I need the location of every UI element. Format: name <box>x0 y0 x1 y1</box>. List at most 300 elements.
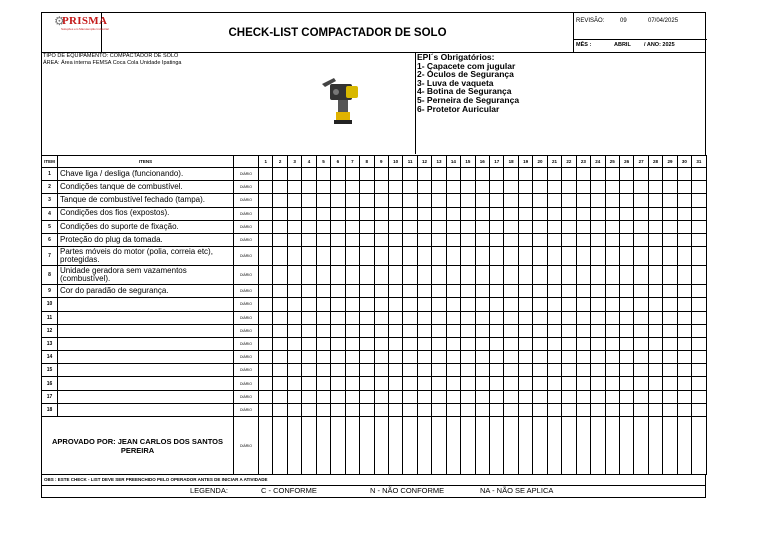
day-check-cell[interactable] <box>259 298 273 311</box>
day-check-cell[interactable] <box>504 403 518 416</box>
day-check-cell[interactable] <box>432 220 446 233</box>
day-check-cell[interactable] <box>273 337 287 350</box>
day-check-cell[interactable] <box>374 181 388 194</box>
day-check-cell[interactable] <box>360 266 374 285</box>
day-check-cell[interactable] <box>576 324 590 337</box>
day-check-cell[interactable] <box>432 390 446 403</box>
day-check-cell[interactable] <box>446 390 460 403</box>
day-check-cell[interactable] <box>562 266 576 285</box>
day-check-cell[interactable] <box>316 285 330 298</box>
day-check-cell[interactable] <box>388 285 402 298</box>
day-check-cell[interactable] <box>591 324 605 337</box>
day-check-cell[interactable] <box>490 168 504 181</box>
day-check-cell[interactable] <box>619 298 633 311</box>
day-check-cell[interactable] <box>533 168 547 181</box>
day-check-cell[interactable] <box>648 285 662 298</box>
day-check-cell[interactable] <box>259 390 273 403</box>
approval-signature-cell[interactable] <box>331 417 345 475</box>
day-check-cell[interactable] <box>388 181 402 194</box>
day-check-cell[interactable] <box>677 194 691 207</box>
day-check-cell[interactable] <box>259 194 273 207</box>
day-check-cell[interactable] <box>533 390 547 403</box>
day-check-cell[interactable] <box>692 403 706 416</box>
day-check-cell[interactable] <box>475 266 489 285</box>
day-check-cell[interactable] <box>461 298 475 311</box>
day-check-cell[interactable] <box>417 285 431 298</box>
day-check-cell[interactable] <box>417 364 431 377</box>
day-check-cell[interactable] <box>692 285 706 298</box>
day-check-cell[interactable] <box>518 233 532 246</box>
day-check-cell[interactable] <box>374 247 388 266</box>
day-check-cell[interactable] <box>663 247 677 266</box>
day-check-cell[interactable] <box>648 351 662 364</box>
day-check-cell[interactable] <box>417 351 431 364</box>
day-check-cell[interactable] <box>461 285 475 298</box>
day-check-cell[interactable] <box>287 181 301 194</box>
day-check-cell[interactable] <box>360 233 374 246</box>
day-check-cell[interactable] <box>475 285 489 298</box>
day-check-cell[interactable] <box>619 181 633 194</box>
day-check-cell[interactable] <box>259 207 273 220</box>
day-check-cell[interactable] <box>316 266 330 285</box>
day-check-cell[interactable] <box>605 266 619 285</box>
day-check-cell[interactable] <box>360 337 374 350</box>
day-check-cell[interactable] <box>273 266 287 285</box>
day-check-cell[interactable] <box>302 337 316 350</box>
day-check-cell[interactable] <box>446 351 460 364</box>
day-check-cell[interactable] <box>663 207 677 220</box>
day-check-cell[interactable] <box>576 220 590 233</box>
day-check-cell[interactable] <box>446 194 460 207</box>
day-check-cell[interactable] <box>475 390 489 403</box>
day-check-cell[interactable] <box>316 337 330 350</box>
day-check-cell[interactable] <box>518 377 532 390</box>
day-check-cell[interactable] <box>634 194 648 207</box>
day-check-cell[interactable] <box>663 233 677 246</box>
day-check-cell[interactable] <box>316 168 330 181</box>
day-check-cell[interactable] <box>576 337 590 350</box>
day-check-cell[interactable] <box>576 377 590 390</box>
day-check-cell[interactable] <box>648 324 662 337</box>
day-check-cell[interactable] <box>374 351 388 364</box>
day-check-cell[interactable] <box>490 247 504 266</box>
day-check-cell[interactable] <box>374 377 388 390</box>
day-check-cell[interactable] <box>302 181 316 194</box>
day-check-cell[interactable] <box>533 324 547 337</box>
day-check-cell[interactable] <box>302 311 316 324</box>
day-check-cell[interactable] <box>432 377 446 390</box>
day-check-cell[interactable] <box>677 233 691 246</box>
day-check-cell[interactable] <box>634 181 648 194</box>
day-check-cell[interactable] <box>677 324 691 337</box>
day-check-cell[interactable] <box>446 233 460 246</box>
day-check-cell[interactable] <box>302 233 316 246</box>
day-check-cell[interactable] <box>663 220 677 233</box>
day-check-cell[interactable] <box>634 233 648 246</box>
day-check-cell[interactable] <box>576 364 590 377</box>
day-check-cell[interactable] <box>273 285 287 298</box>
day-check-cell[interactable] <box>677 181 691 194</box>
day-check-cell[interactable] <box>345 233 359 246</box>
day-check-cell[interactable] <box>591 285 605 298</box>
day-check-cell[interactable] <box>533 285 547 298</box>
day-check-cell[interactable] <box>360 377 374 390</box>
day-check-cell[interactable] <box>287 233 301 246</box>
day-check-cell[interactable] <box>475 311 489 324</box>
day-check-cell[interactable] <box>345 168 359 181</box>
day-check-cell[interactable] <box>273 207 287 220</box>
day-check-cell[interactable] <box>316 233 330 246</box>
day-check-cell[interactable] <box>576 266 590 285</box>
day-check-cell[interactable] <box>287 220 301 233</box>
day-check-cell[interactable] <box>287 403 301 416</box>
day-check-cell[interactable] <box>360 364 374 377</box>
day-check-cell[interactable] <box>417 377 431 390</box>
day-check-cell[interactable] <box>388 337 402 350</box>
day-check-cell[interactable] <box>287 337 301 350</box>
day-check-cell[interactable] <box>446 285 460 298</box>
day-check-cell[interactable] <box>417 194 431 207</box>
day-check-cell[interactable] <box>504 194 518 207</box>
day-check-cell[interactable] <box>605 351 619 364</box>
day-check-cell[interactable] <box>461 403 475 416</box>
day-check-cell[interactable] <box>331 168 345 181</box>
day-check-cell[interactable] <box>490 220 504 233</box>
approval-signature-cell[interactable] <box>591 417 605 475</box>
approval-signature-cell[interactable] <box>273 417 287 475</box>
day-check-cell[interactable] <box>302 364 316 377</box>
day-check-cell[interactable] <box>331 233 345 246</box>
day-check-cell[interactable] <box>504 168 518 181</box>
day-check-cell[interactable] <box>504 337 518 350</box>
approval-signature-cell[interactable] <box>461 417 475 475</box>
day-check-cell[interactable] <box>273 364 287 377</box>
day-check-cell[interactable] <box>591 337 605 350</box>
day-check-cell[interactable] <box>273 168 287 181</box>
day-check-cell[interactable] <box>360 247 374 266</box>
day-check-cell[interactable] <box>316 298 330 311</box>
day-check-cell[interactable] <box>634 364 648 377</box>
day-check-cell[interactable] <box>461 207 475 220</box>
day-check-cell[interactable] <box>345 181 359 194</box>
day-check-cell[interactable] <box>432 194 446 207</box>
day-check-cell[interactable] <box>461 337 475 350</box>
day-check-cell[interactable] <box>518 390 532 403</box>
day-check-cell[interactable] <box>692 324 706 337</box>
approval-signature-cell[interactable] <box>259 417 273 475</box>
day-check-cell[interactable] <box>663 181 677 194</box>
day-check-cell[interactable] <box>591 311 605 324</box>
day-check-cell[interactable] <box>562 233 576 246</box>
day-check-cell[interactable] <box>403 181 417 194</box>
day-check-cell[interactable] <box>576 207 590 220</box>
day-check-cell[interactable] <box>533 220 547 233</box>
day-check-cell[interactable] <box>403 337 417 350</box>
day-check-cell[interactable] <box>576 285 590 298</box>
day-check-cell[interactable] <box>562 351 576 364</box>
day-check-cell[interactable] <box>331 324 345 337</box>
day-check-cell[interactable] <box>591 207 605 220</box>
day-check-cell[interactable] <box>518 364 532 377</box>
day-check-cell[interactable] <box>461 324 475 337</box>
day-check-cell[interactable] <box>663 324 677 337</box>
day-check-cell[interactable] <box>273 247 287 266</box>
day-check-cell[interactable] <box>345 351 359 364</box>
day-check-cell[interactable] <box>533 351 547 364</box>
day-check-cell[interactable] <box>374 233 388 246</box>
day-check-cell[interactable] <box>591 181 605 194</box>
day-check-cell[interactable] <box>518 194 532 207</box>
day-check-cell[interactable] <box>504 311 518 324</box>
day-check-cell[interactable] <box>605 194 619 207</box>
day-check-cell[interactable] <box>490 181 504 194</box>
day-check-cell[interactable] <box>345 207 359 220</box>
approval-signature-cell[interactable] <box>432 417 446 475</box>
day-check-cell[interactable] <box>475 168 489 181</box>
day-check-cell[interactable] <box>591 364 605 377</box>
day-check-cell[interactable] <box>259 168 273 181</box>
day-check-cell[interactable] <box>331 285 345 298</box>
day-check-cell[interactable] <box>562 207 576 220</box>
day-check-cell[interactable] <box>663 266 677 285</box>
day-check-cell[interactable] <box>490 351 504 364</box>
day-check-cell[interactable] <box>634 324 648 337</box>
day-check-cell[interactable] <box>634 298 648 311</box>
day-check-cell[interactable] <box>388 233 402 246</box>
day-check-cell[interactable] <box>619 364 633 377</box>
day-check-cell[interactable] <box>619 194 633 207</box>
day-check-cell[interactable] <box>562 247 576 266</box>
day-check-cell[interactable] <box>259 324 273 337</box>
day-check-cell[interactable] <box>504 324 518 337</box>
day-check-cell[interactable] <box>374 285 388 298</box>
day-check-cell[interactable] <box>576 351 590 364</box>
day-check-cell[interactable] <box>605 285 619 298</box>
approval-signature-cell[interactable] <box>648 417 662 475</box>
day-check-cell[interactable] <box>432 403 446 416</box>
day-check-cell[interactable] <box>634 377 648 390</box>
day-check-cell[interactable] <box>518 220 532 233</box>
day-check-cell[interactable] <box>461 377 475 390</box>
day-check-cell[interactable] <box>692 377 706 390</box>
approval-signature-cell[interactable] <box>533 417 547 475</box>
day-check-cell[interactable] <box>432 207 446 220</box>
day-check-cell[interactable] <box>403 247 417 266</box>
day-check-cell[interactable] <box>692 390 706 403</box>
day-check-cell[interactable] <box>547 377 561 390</box>
day-check-cell[interactable] <box>374 403 388 416</box>
day-check-cell[interactable] <box>374 298 388 311</box>
day-check-cell[interactable] <box>388 168 402 181</box>
day-check-cell[interactable] <box>576 168 590 181</box>
day-check-cell[interactable] <box>302 351 316 364</box>
day-check-cell[interactable] <box>345 220 359 233</box>
day-check-cell[interactable] <box>388 364 402 377</box>
day-check-cell[interactable] <box>533 337 547 350</box>
day-check-cell[interactable] <box>331 337 345 350</box>
day-check-cell[interactable] <box>518 403 532 416</box>
day-check-cell[interactable] <box>605 233 619 246</box>
day-check-cell[interactable] <box>316 351 330 364</box>
day-check-cell[interactable] <box>490 377 504 390</box>
day-check-cell[interactable] <box>345 377 359 390</box>
day-check-cell[interactable] <box>302 266 316 285</box>
day-check-cell[interactable] <box>345 403 359 416</box>
approval-signature-cell[interactable] <box>345 417 359 475</box>
day-check-cell[interactable] <box>360 181 374 194</box>
day-check-cell[interactable] <box>446 377 460 390</box>
day-check-cell[interactable] <box>287 266 301 285</box>
day-check-cell[interactable] <box>360 351 374 364</box>
day-check-cell[interactable] <box>461 220 475 233</box>
day-check-cell[interactable] <box>374 364 388 377</box>
day-check-cell[interactable] <box>302 247 316 266</box>
day-check-cell[interactable] <box>259 351 273 364</box>
day-check-cell[interactable] <box>648 168 662 181</box>
day-check-cell[interactable] <box>403 266 417 285</box>
day-check-cell[interactable] <box>490 390 504 403</box>
day-check-cell[interactable] <box>417 403 431 416</box>
day-check-cell[interactable] <box>562 390 576 403</box>
day-check-cell[interactable] <box>374 220 388 233</box>
day-check-cell[interactable] <box>302 207 316 220</box>
day-check-cell[interactable] <box>605 207 619 220</box>
day-check-cell[interactable] <box>518 181 532 194</box>
day-check-cell[interactable] <box>287 194 301 207</box>
day-check-cell[interactable] <box>562 220 576 233</box>
day-check-cell[interactable] <box>518 311 532 324</box>
day-check-cell[interactable] <box>345 298 359 311</box>
day-check-cell[interactable] <box>287 207 301 220</box>
day-check-cell[interactable] <box>576 194 590 207</box>
day-check-cell[interactable] <box>648 247 662 266</box>
day-check-cell[interactable] <box>547 324 561 337</box>
day-check-cell[interactable] <box>677 285 691 298</box>
day-check-cell[interactable] <box>619 403 633 416</box>
day-check-cell[interactable] <box>663 298 677 311</box>
day-check-cell[interactable] <box>619 168 633 181</box>
day-check-cell[interactable] <box>490 364 504 377</box>
day-check-cell[interactable] <box>316 194 330 207</box>
day-check-cell[interactable] <box>518 168 532 181</box>
approval-signature-cell[interactable] <box>388 417 402 475</box>
day-check-cell[interactable] <box>562 298 576 311</box>
day-check-cell[interactable] <box>562 181 576 194</box>
day-check-cell[interactable] <box>562 285 576 298</box>
day-check-cell[interactable] <box>663 403 677 416</box>
day-check-cell[interactable] <box>634 390 648 403</box>
day-check-cell[interactable] <box>302 194 316 207</box>
day-check-cell[interactable] <box>331 390 345 403</box>
day-check-cell[interactable] <box>360 168 374 181</box>
day-check-cell[interactable] <box>634 247 648 266</box>
day-check-cell[interactable] <box>417 207 431 220</box>
day-check-cell[interactable] <box>403 233 417 246</box>
day-check-cell[interactable] <box>331 181 345 194</box>
day-check-cell[interactable] <box>663 194 677 207</box>
day-check-cell[interactable] <box>576 233 590 246</box>
day-check-cell[interactable] <box>388 247 402 266</box>
day-check-cell[interactable] <box>648 298 662 311</box>
day-check-cell[interactable] <box>331 247 345 266</box>
day-check-cell[interactable] <box>273 181 287 194</box>
day-check-cell[interactable] <box>259 364 273 377</box>
day-check-cell[interactable] <box>360 403 374 416</box>
day-check-cell[interactable] <box>619 390 633 403</box>
day-check-cell[interactable] <box>259 403 273 416</box>
approval-signature-cell[interactable] <box>417 417 431 475</box>
day-check-cell[interactable] <box>518 298 532 311</box>
day-check-cell[interactable] <box>648 390 662 403</box>
approval-signature-cell[interactable] <box>316 417 330 475</box>
day-check-cell[interactable] <box>432 298 446 311</box>
day-check-cell[interactable] <box>692 220 706 233</box>
day-check-cell[interactable] <box>677 337 691 350</box>
day-check-cell[interactable] <box>504 266 518 285</box>
day-check-cell[interactable] <box>461 168 475 181</box>
day-check-cell[interactable] <box>360 311 374 324</box>
day-check-cell[interactable] <box>302 390 316 403</box>
day-check-cell[interactable] <box>417 247 431 266</box>
day-check-cell[interactable] <box>533 247 547 266</box>
day-check-cell[interactable] <box>648 220 662 233</box>
day-check-cell[interactable] <box>504 181 518 194</box>
day-check-cell[interactable] <box>677 220 691 233</box>
day-check-cell[interactable] <box>547 298 561 311</box>
day-check-cell[interactable] <box>648 266 662 285</box>
day-check-cell[interactable] <box>605 364 619 377</box>
approval-signature-cell[interactable] <box>302 417 316 475</box>
day-check-cell[interactable] <box>302 168 316 181</box>
day-check-cell[interactable] <box>331 311 345 324</box>
day-check-cell[interactable] <box>677 247 691 266</box>
approval-signature-cell[interactable] <box>605 417 619 475</box>
day-check-cell[interactable] <box>692 337 706 350</box>
day-check-cell[interactable] <box>562 168 576 181</box>
day-check-cell[interactable] <box>504 233 518 246</box>
day-check-cell[interactable] <box>648 337 662 350</box>
day-check-cell[interactable] <box>605 337 619 350</box>
approval-signature-cell[interactable] <box>504 417 518 475</box>
day-check-cell[interactable] <box>259 233 273 246</box>
day-check-cell[interactable] <box>374 207 388 220</box>
day-check-cell[interactable] <box>648 364 662 377</box>
day-check-cell[interactable] <box>461 233 475 246</box>
day-check-cell[interactable] <box>475 220 489 233</box>
day-check-cell[interactable] <box>287 285 301 298</box>
day-check-cell[interactable] <box>677 311 691 324</box>
day-check-cell[interactable] <box>504 390 518 403</box>
day-check-cell[interactable] <box>547 207 561 220</box>
day-check-cell[interactable] <box>677 377 691 390</box>
day-check-cell[interactable] <box>533 298 547 311</box>
day-check-cell[interactable] <box>533 377 547 390</box>
day-check-cell[interactable] <box>403 168 417 181</box>
day-check-cell[interactable] <box>374 324 388 337</box>
day-check-cell[interactable] <box>591 247 605 266</box>
day-check-cell[interactable] <box>562 324 576 337</box>
day-check-cell[interactable] <box>446 168 460 181</box>
day-check-cell[interactable] <box>287 298 301 311</box>
day-check-cell[interactable] <box>475 403 489 416</box>
day-check-cell[interactable] <box>591 233 605 246</box>
day-check-cell[interactable] <box>432 337 446 350</box>
day-check-cell[interactable] <box>446 324 460 337</box>
day-check-cell[interactable] <box>287 390 301 403</box>
day-check-cell[interactable] <box>547 168 561 181</box>
day-check-cell[interactable] <box>259 181 273 194</box>
day-check-cell[interactable] <box>360 194 374 207</box>
